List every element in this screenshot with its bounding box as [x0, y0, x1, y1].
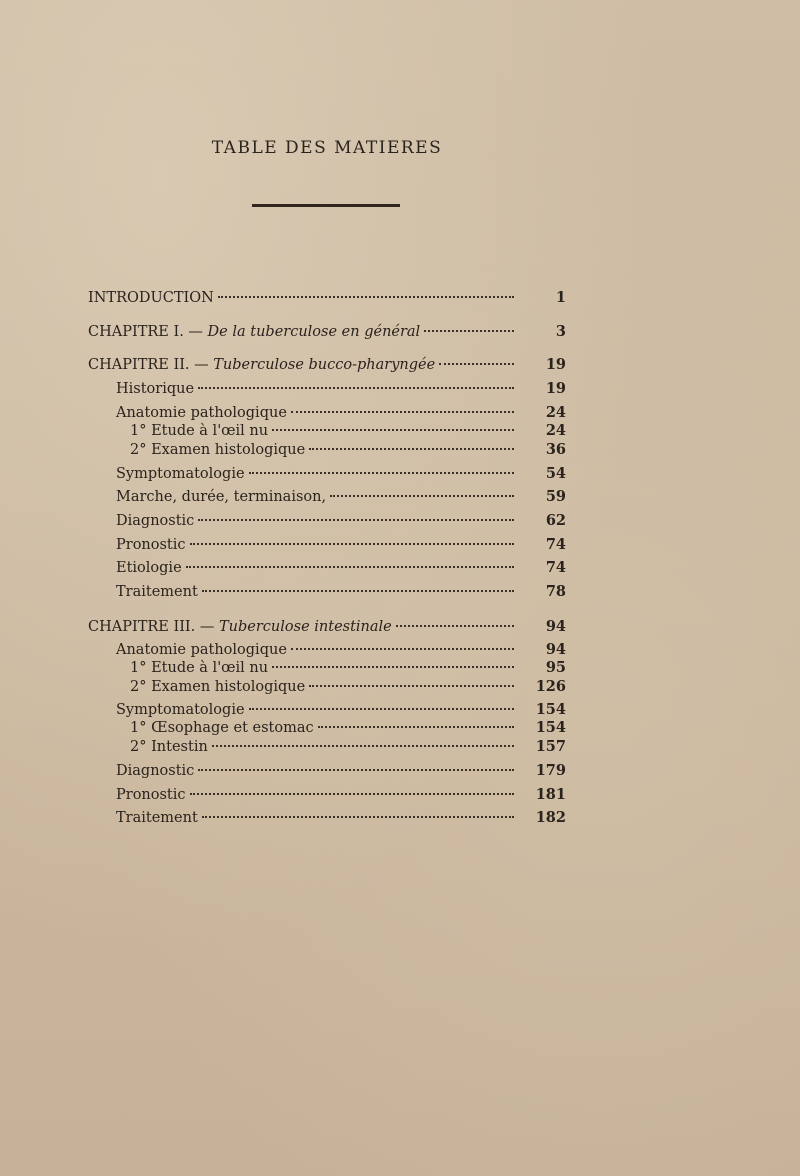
toc-entry-label: [116, 535, 186, 555]
toc-entry: [116, 808, 566, 828]
toc-entry-title: 1° Œsophage et estomac: [130, 720, 314, 736]
toc-page-number: 54: [545, 465, 566, 482]
toc-entry: [130, 658, 566, 678]
toc-page-number: 181: [535, 786, 566, 803]
toc-entry: [116, 511, 566, 531]
toc-entry-title: Anatomie pathologique: [116, 642, 287, 658]
toc-entry-label: [88, 355, 435, 375]
dot-leader: [330, 495, 514, 497]
toc-page-number: 1: [555, 289, 566, 306]
toc-entry: [116, 558, 566, 578]
toc-entry-label: [130, 677, 305, 697]
dot-leader: [272, 666, 514, 668]
toc-entry-label: [130, 658, 268, 678]
dot-leader: [190, 793, 514, 795]
toc-entry-label: [116, 808, 198, 828]
toc-entry-title: Symptomatologie: [116, 702, 245, 718]
toc-entry-title: Traitement: [116, 810, 198, 826]
dot-leader: [249, 472, 514, 474]
toc-page-number: 182: [535, 809, 566, 826]
toc-page-number: 74: [545, 536, 566, 553]
toc-entry-title: Marche, durée, terminaison,: [116, 489, 327, 505]
toc-entry: [88, 288, 566, 308]
toc-page-number: 62: [545, 512, 566, 529]
toc-entry-title: Anatomie pathologique: [116, 405, 287, 421]
toc-entry: [116, 535, 566, 555]
toc-entry-label: [88, 617, 392, 637]
toc-entry-subtitle: Tuberculose bucco-pharyngée: [213, 357, 436, 373]
toc-entry-title: Pronostic: [116, 537, 186, 553]
toc-entry-label: [88, 322, 420, 342]
toc-entry-label: [130, 737, 208, 757]
toc-entry-label: [130, 421, 268, 441]
toc-entry-label: [116, 487, 326, 507]
toc-entry: [116, 487, 566, 507]
toc-entry-title: CHAPITRE III. —: [88, 619, 219, 635]
toc-page-number: 154: [535, 719, 566, 736]
toc-entry-title: 1° Etude à l'œil nu: [130, 660, 269, 676]
toc-entry-title: Pronostic: [116, 787, 186, 803]
toc-entry-title: Traitement: [116, 584, 198, 600]
toc-entry: [88, 322, 566, 342]
toc-page-number: 126: [535, 678, 566, 695]
toc-entry-title: 2° Intestin: [130, 739, 208, 755]
toc-entry-label: [116, 582, 198, 602]
title-underline-rule: [252, 204, 400, 207]
toc-entry-label: [116, 700, 245, 720]
toc-entry: [130, 440, 566, 460]
dot-leader: [198, 769, 514, 771]
toc-entry: [116, 700, 566, 720]
dot-leader: [249, 708, 514, 710]
toc-entry: [130, 718, 566, 738]
dot-leader: [424, 330, 514, 332]
toc-entry-subtitle: De la tuberculose en général: [207, 324, 421, 340]
toc-page-number: 179: [535, 762, 566, 779]
dot-leader: [218, 296, 514, 298]
toc-entry-label: [116, 558, 182, 578]
toc-entry: [116, 785, 566, 805]
toc-page-number: 157: [535, 738, 566, 755]
toc-entry-title: 1° Etude à l'œil nu: [130, 423, 269, 439]
toc-entry-title: CHAPITRE II. —: [88, 357, 214, 373]
toc-entry-label: [116, 785, 186, 805]
dot-leader: [396, 625, 514, 627]
toc-entry-title: Symptomatologie: [116, 466, 245, 482]
toc-entry: [88, 617, 566, 637]
dot-leader: [309, 448, 514, 450]
toc-entry: [130, 737, 566, 757]
toc-page-number: 94: [545, 618, 566, 635]
toc-entry: [88, 355, 566, 375]
toc-entry-label: [116, 640, 287, 660]
toc-entry: [116, 582, 566, 602]
toc-entry-title: Etiologie: [116, 560, 182, 576]
dot-leader: [198, 519, 514, 521]
toc-entry: [116, 379, 566, 399]
toc-page-number: 24: [545, 422, 566, 439]
toc-entry-title: 2° Examen histologique: [130, 442, 306, 458]
toc-entry-label: [116, 511, 194, 531]
toc-page-number: 154: [535, 701, 566, 718]
toc-page-number: 95: [545, 659, 566, 676]
toc-entry: [130, 421, 566, 441]
page-title: TABLE DES MATIERES: [211, 138, 443, 158]
toc-entry-label: [130, 718, 314, 738]
toc-page-number: 74: [545, 559, 566, 576]
toc-page-number: 19: [545, 380, 566, 397]
toc-entry: [130, 677, 566, 697]
toc-entry-title: Historique: [116, 381, 195, 397]
toc-entry-title: Diagnostic: [116, 513, 195, 529]
dot-leader: [202, 590, 514, 592]
dot-leader: [318, 726, 514, 728]
toc-entry-label: [116, 464, 245, 484]
toc-entry: [116, 640, 566, 660]
toc-entry: [116, 761, 566, 781]
toc-entry: [116, 403, 566, 423]
toc-page-number: 59: [545, 488, 566, 505]
dot-leader: [190, 543, 514, 545]
dot-leader: [439, 363, 514, 365]
toc-page-number: 19: [545, 356, 566, 373]
toc-entry-label: [130, 440, 305, 460]
toc-page-number: 3: [555, 323, 566, 340]
toc-entry-label: [116, 379, 194, 399]
toc-entry-subtitle: Tuberculose intestinale: [219, 619, 392, 635]
dot-leader: [291, 411, 514, 413]
toc-entry-label: [88, 288, 214, 308]
dot-leader: [272, 429, 514, 431]
toc-entry-label: [116, 761, 194, 781]
toc-entry-title: Diagnostic: [116, 763, 195, 779]
toc-page-number: 78: [545, 583, 566, 600]
dot-leader: [186, 566, 514, 568]
dot-leader: [291, 648, 514, 650]
toc-entry-label: [116, 403, 287, 423]
dot-leader: [212, 745, 514, 747]
dot-leader: [309, 685, 514, 687]
toc-entry-title: 2° Examen histologique: [130, 679, 306, 695]
toc-entry-title: INTRODUCTION: [88, 290, 214, 306]
toc-entry-title: CHAPITRE I. —: [88, 324, 208, 340]
toc-page-number: 94: [545, 641, 566, 658]
dot-leader: [202, 816, 514, 818]
toc-page-number: 36: [545, 441, 566, 458]
toc-entry: [116, 464, 566, 484]
toc-page-number: 24: [545, 404, 566, 421]
dot-leader: [198, 387, 514, 389]
